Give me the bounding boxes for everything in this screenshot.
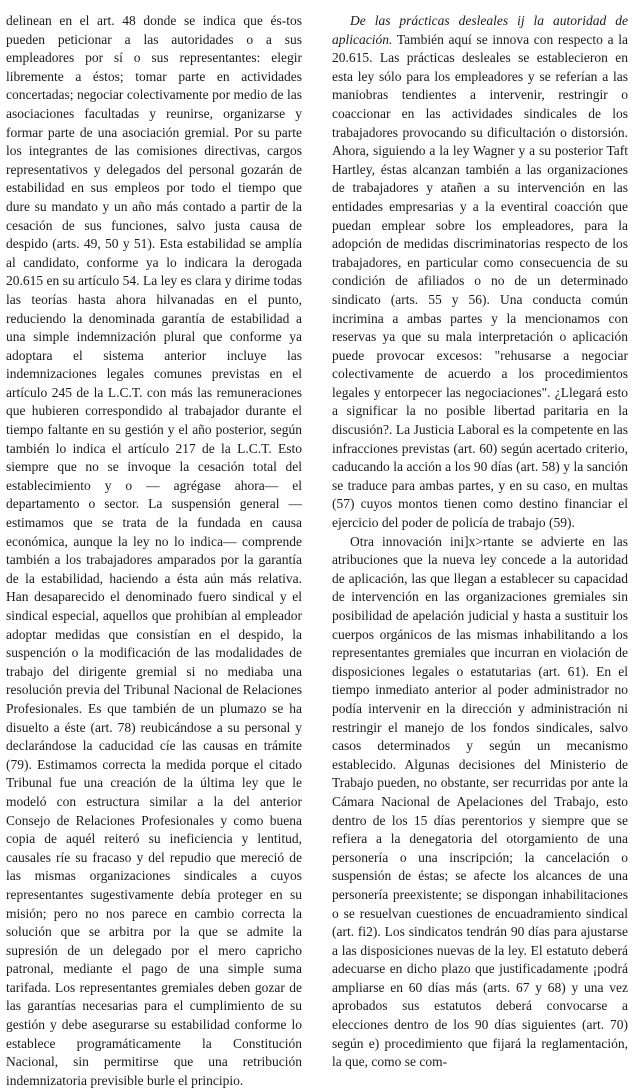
- right-paragraph-1: [332, 12, 628, 533]
- left-column: [6, 12, 302, 1088]
- right-column: [332, 12, 628, 1070]
- right-paragraph-2: Otra innovación ini]x>rtante se advierte en las atribuciones que la nueva ley concede a la autoridad de aplicación, las que llegan a establecer su capacidad de intervención en las organizaciones gremiales sin posibilidad de apelación judicial y hasta a sustituir los cuerpos orgánicos de las mismas inhabilitando a los representantes gremiales que incurran en violación de disposiciones legales o estatutarias (art. 61). En el tiempo inmediato anterior al poder administrador no podía intervenir en la dirección y administración ni restringir el manejo de los fondos sindicales, salvo casos determinados y según un mecanismo establecido. Algunas decisiones del Ministerio de Trabajo pueden, no obstante, ser recurridas por ante la Cámara Nacional de Apelaciones del Trabajo, esto dentro de los 15 días perentorios y siempre que se refiera a la denegatoria del otorgamiento de una personería o una inscripción; la cancelación o suspensión de éstas; se afecte los alcances de una personería preexistente; se dispongan inhabilitaciones o se resuelvan cuestiones de encuadramiento sindical (art. fi2). Los sindicatos tendrán 90 días para ajustarse a las disposiciones nuevas de la ley. El estatuto deberá adecuarse en dicho plazo que justificadamente ¡podrá ampliarse en 60 días más (arts. 67 y 68) y una vez aprobados sus estatutos deberá convocarse a elecciones dentro de los 90 días siguientes (art. 70) según e) procedimiento que fijará la reglamentación, la que, como se com-: [332, 533, 628, 1070]
- section-heading: De las prácticas desleales ij la autoridad de aplicación.: [332, 13, 628, 47]
- right-paragraph-1-text: También aquí se innova con respecto a la 20.615. Las prácticas desleales se establecieron en esta ley sólo para los empleadores y se referían a las maniobras tendientes a intervenir, restringir o coaccionar en las actividades sindicales de los trabajadores provocando su dificultación o distorsión. Ahora, siguiendo a la ley Wagner y a su posterior Taft Hartley, éstas alcanzan también a las organizaciones de trabajadores y atañen a su intervención en las entidades empresarias y a la eventiral coacción que puedan emplear sobre los empleadores, para la adopción de medidas discriminatorias respecto de los trabajadores, en particular como consecuencia de su condición de afiliados o no de un determinado sindicato (arts. 55 y 56). Una conducta común incrimina a ambas partes y la mencionamos con reservas ya que su mala interpretación o aplicación puede provocar excesos: "rehusarse a negociar colectivamente de acuerdo a los procedimientos legales y entorpecer las negociaciones". ¿Llegará esto a significar la no posible libertad paritaria en la discusión?. La Justicia Laboral es la competente en las infracciones previstas (art. 60) según acertado criterio, caducando la acción a los 90 días (art. 58) y la sanción se traduce para ambas partes, y en su caso, en multas (57) cuyos montos tienen como destino financiar el ejercicio del poder de policía de trabajo (59).: [332, 31, 628, 531]
- left-paragraph-1: delinean en el art. 48 donde se indica que és-tos pueden peticionar a las autoridades o a sus empleadores por sí o sus representantes: elegir libremente a éstos; tomar parte en actividades concertadas; negociar colectivamente por medio de las asociaciones facultadas y reunirse, organizarse y formar parte de una asociación gremial. Por su parte los integrantes de las comisiones directivas, cargos representativos y delegados del personal gozarán de estabilidad en sus empleos por todo el tiempo que dure su mandato y un año más contado a partir de la cesación de sus funciones, salvo justa causa de despido (arts. 49, 50 y 51). Esta estabilidad se amplía al candidato, conforme ya lo indicara la derogada 20.615 en su artículo 54. La ley es clara y dirime todas las teorías hasta ahora hilvanadas en el punto, reduciendo la denominada garantía de estabilidad a una simple indemnización plural que conforme ya adoptara el sistema anterior incluye las indemnizaciones legales comunes previstas en el artículo 245 de la L.C.T. con más las remuneraciones que hubieren correspondido al trabajador durante el tiempo faltante en su gestión y el año posterior, según también lo indica el artículo 217 de la L.C.T. Esto siempre que no se invoque la cesación total del establecimiento y o — agrégase ahora— el departamento o sector. La suspensión general —estimamos que se trata de la fundada en causa económica, aunque la ley no lo indica— comprende también a los trabajadores amparados por la garantía de la estabilidad, haciendo a ésta aún más relativa. Han desaparecido el denominado fuero sindical y el sindical especial, aquellos que prohibían al empleador adoptar medidas que consistían en el despido, la suspención o la modificación de las modalidades de trabajo del dirigente gremial si no mediaba una resolución previa del Tribunal Nacional de Relaciones Profesionales. Es que también de un plumazo se ha disuelto a éste (art. 78) reubicándose a su personal y declarándose la caducidad cíe las causas en trámite (79). Estimamos correcta la medida porque el citado Tribunal fue una creación de la última ley que le modeló con estructura similar a la del anterior Consejo de Relaciones Profesionales y como buena copia de aquél reiteró su ineficiencia y lentitud, causales ríe su fracaso y del repudio que mereció de las mismas organizaciones sindicales a cuyos representantes sugestivamente debía proteger en su misión; pero no nos parece en cambio correcta la solución que se arbitra por la que se admite la supresión de un delegado por el mero capricho patronal, mediante el pago de una simple suma tarifada. Los representantes gremiales deben gozar de las garantías necesarias para el cumplimiento de su gestión y debe asegurarse su estabilidad conforme lo establece programáticamente la Constitución Nacional, sin permitirse que una retribución indemnizatoria previsible burle el principio.: [6, 13, 302, 1088]
